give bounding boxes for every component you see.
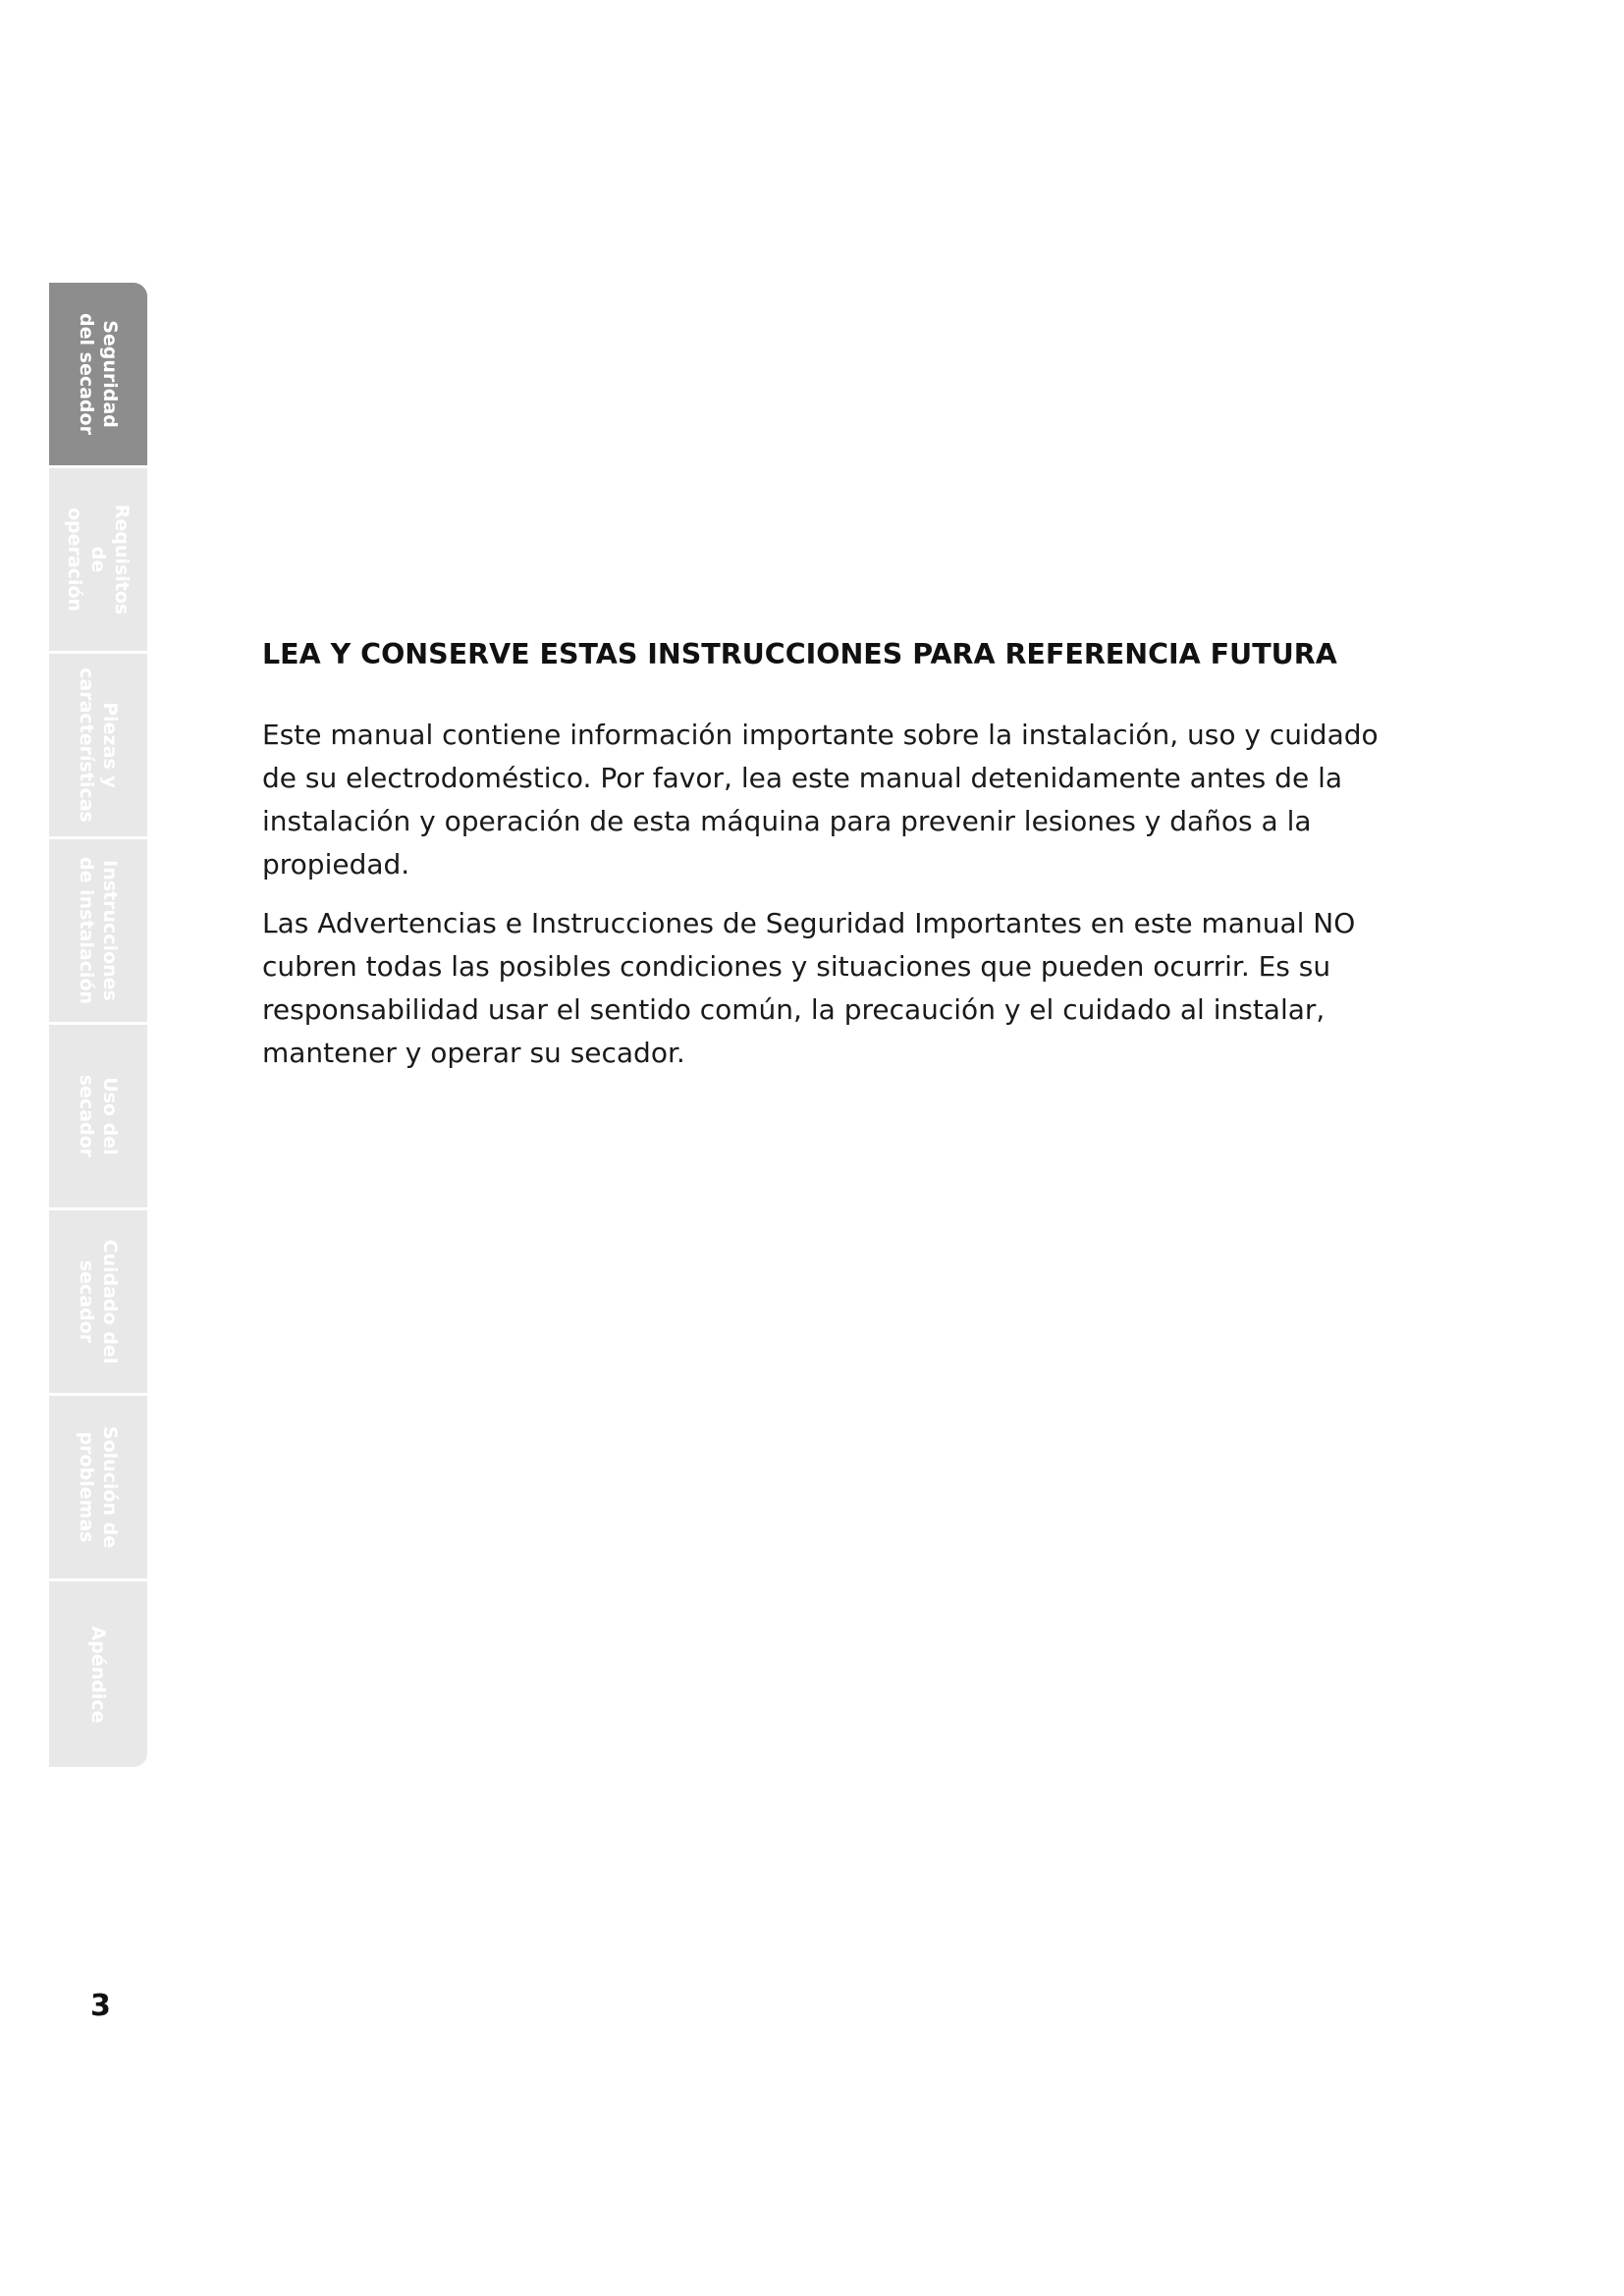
tab-label: Apéndice: [87, 1626, 109, 1723]
section-tabs: [49, 283, 147, 1767]
tab-label: Solución de problemas: [76, 1425, 121, 1549]
page-number: 3: [90, 1989, 111, 2023]
tab-cuidado-del-secador[interactable]: [49, 1210, 147, 1396]
intro-paragraph: Este manual contiene información importante sobre la instalación, uso y cuidado de su electrodoméstico. Por favor, lea este manual detenidamente antes de la instalación y operación de esta máquina para prevenir lesiones y daños a la propiedad.: [262, 719, 1379, 881]
tab-piezas-y-caracteristicas[interactable]: [49, 654, 147, 839]
tab-seguridad-del-secador[interactable]: [49, 283, 147, 468]
tab-label: Piezas y características: [76, 667, 121, 823]
tab-apendice[interactable]: [49, 1581, 147, 1767]
section-heading: LEA Y CONSERVE ESTAS INSTRUCCIONES PARA REFERENCIA FUTURA: [262, 638, 1337, 670]
tab-requisitos-de-operacion[interactable]: [49, 468, 147, 654]
tab-uso-del-secador[interactable]: [49, 1025, 147, 1210]
safety-paragraph: Las Advertencias e Instrucciones de Seguridad Importantes en este manual NO cubren todas las posibles condiciones y situaciones que pueden ocurrir. Es su responsabilidad usar el sentido común, la precaución y el cuidado al instalar, mantener y operar su secador.: [262, 907, 1356, 1069]
tab-label: Uso del secador: [76, 1074, 121, 1158]
main-content: [262, 638, 1381, 1091]
tab-label: Cuidado del secador: [76, 1239, 121, 1364]
tab-solucion-de-problemas[interactable]: [49, 1396, 147, 1581]
tab-instrucciones-de-instalacion[interactable]: [49, 839, 147, 1025]
tab-label: Requisitos de operación: [64, 504, 133, 615]
tab-label: Instrucciones de instalación: [76, 856, 121, 1005]
tab-label: Seguridad del secador: [76, 313, 121, 435]
